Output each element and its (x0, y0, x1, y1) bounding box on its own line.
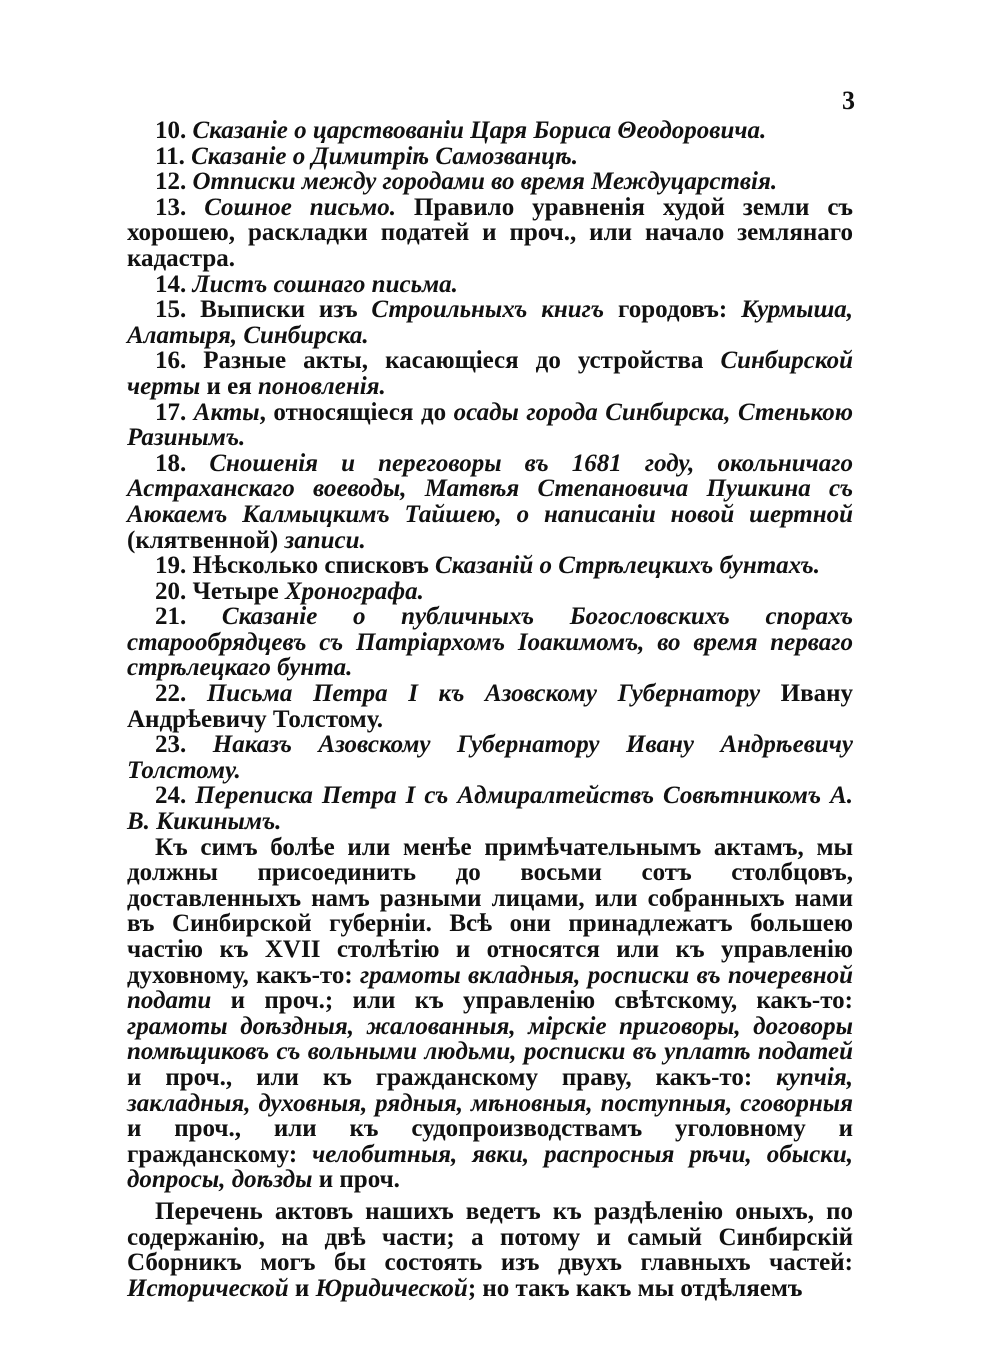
item-text: Акты (193, 398, 260, 426)
item-text: Ивану Андрѣевичу Толстому. (127, 680, 853, 733)
item-number: 17. (155, 398, 187, 426)
list-item (127, 732, 853, 783)
body-paragraphs (127, 835, 853, 1302)
item-number: 22. (155, 680, 187, 708)
item-text: Синбирской черты (127, 347, 853, 400)
item-number: 23. (155, 731, 187, 759)
list-item (127, 195, 853, 272)
item-text: , относящіеся до (259, 398, 454, 426)
item-text: Переписка Петра I съ Адмиралтействъ Совѣтникомъ А. В. Кикинымъ. (127, 782, 853, 836)
item-text: Листъ сошнаго письма. (192, 270, 458, 298)
item-text: записи. (284, 526, 366, 554)
item-number: 21. (155, 603, 187, 631)
item-text: Сказаніе о царствованіи Царя Бориса Θеодоровича. (192, 117, 767, 144)
item-text: Сказаніе о Димитріѣ Самозванцѣ. (191, 142, 578, 170)
item-text: Нѣсколько списковъ (192, 552, 436, 580)
paragraph-text: Къ симъ болѣе или менѣе примѣчательнымъ актамъ, мы должны присоединить до восьми сотъ столбцовъ, доставленныхъ намъ разными лицами, или собранныхъ нами въ Синбирской губерніи. Всѣ они принадлежатъ большею частію къ XVII столѣтію и относятся или къ управленію духовному, какъ-то: (127, 833, 853, 989)
numbered-list (127, 118, 853, 835)
list-item (127, 348, 853, 399)
item-text: Строильныхъ книгъ (371, 296, 605, 324)
item-text: Письма Петра I къ Азовскому Губернатору (206, 680, 761, 708)
item-number: 11. (155, 142, 185, 170)
item-text: Сошное письмо. (204, 193, 396, 221)
list-item (127, 604, 853, 681)
body-paragraph (127, 835, 853, 1193)
list-item (127, 144, 853, 170)
paragraph-text: и (288, 1274, 316, 1302)
list-item (127, 169, 853, 195)
paragraph-text: челобитныя, явки, распросныя рѣчи, обыски, допросы, доѣзды (127, 1140, 854, 1194)
item-number: 12. (155, 168, 187, 196)
paragraph-text: грамоты вкладныя, росписки въ почеревной подати (127, 961, 853, 1015)
item-text: городовъ: (604, 296, 742, 324)
item-text: Правило уравненія худой земли съ хорошею, раскладки податей и проч., или начало землянаго кадастра. (127, 193, 854, 272)
body-paragraph (127, 1199, 853, 1301)
item-text: Сношенія и переговоры въ 1681 году, окольничаго Астраханскаго воеводы, Матвѣя Степановича Пушкина съ Аюкаемъ Калмыцкимъ Тайшею, о написаніи новой шертной (127, 449, 854, 528)
page-text (127, 118, 853, 1301)
list-item (127, 451, 853, 553)
paragraph-text: Юридической (315, 1274, 468, 1302)
item-text: поновленія. (257, 372, 386, 400)
list-item (127, 118, 853, 144)
item-text: и ея (200, 372, 258, 400)
item-text: Выписки изъ (200, 296, 372, 324)
item-text: Четыре (192, 577, 285, 605)
item-number: 20. (155, 577, 187, 605)
paragraph-text: Исторической (127, 1274, 289, 1302)
item-number: 18. (155, 449, 187, 477)
item-text: (клятвенной) (127, 526, 285, 554)
paragraph-text: и проч.; или къ управленію свѣтскому, какъ-то: (211, 987, 853, 1015)
paragraph-text: грамоты доѣздныя, жалованныя, мірскіе приговоры, договоры помѣщиковъ съ вольными людьми, росписки въ уплатѣ податей (127, 1012, 853, 1066)
list-item (127, 783, 853, 834)
list-item (127, 272, 853, 298)
item-text: Хронографа. (285, 577, 424, 605)
item-text: Курмыша, Алатыря, Синбирска. (127, 296, 854, 349)
item-text: Сказаніе о публичныхъ Богословскихъ спорахъ старообрядцевъ съ Патріархомъ Іоакимомъ, во время перваго стрѣлецкаго бунта. (127, 603, 854, 682)
list-item (127, 400, 853, 451)
item-text: Наказъ Азовскому Губернатору Ивану Андрѣевичу Толстому. (127, 731, 853, 784)
item-number: 19. (155, 552, 187, 580)
item-number: 14. (155, 270, 187, 298)
item-number: 15. (155, 296, 187, 324)
item-number: 10. (155, 117, 187, 144)
list-item (127, 681, 853, 732)
paragraph-text: и проч., или къ судопроизводствамъ уголовному и гражданскому: (127, 1115, 853, 1168)
item-text: осады города Синбирска, Стенькою Разинымъ. (127, 398, 854, 452)
item-number: 24. (155, 782, 187, 810)
item-number: 13. (155, 193, 187, 221)
item-text: Отписки между городами во время Междуцарствія. (192, 168, 778, 196)
list-item (127, 553, 853, 579)
page-number: 3 (842, 86, 854, 115)
item-number: 16. (155, 347, 187, 375)
list-item (127, 579, 853, 605)
list-item (127, 297, 853, 348)
item-text: Сказаній о Стрѣлецкихъ бунтахъ. (435, 552, 820, 580)
paragraph-text: ; но такъ какъ мы отдѣляемъ (467, 1274, 803, 1302)
paragraph-text: и проч., или къ гражданскому праву, какъ-то: (127, 1063, 777, 1091)
item-text: Разные акты, касающіеся до устройства (203, 347, 721, 375)
paragraph-text: Перечень актовъ нашихъ ведетъ къ раздѣленію оныхъ, по содержанію, на двѣ части; а потому и самый Синбирскій Сборникъ могъ бы состоять изъ двухъ главныхъ частей: (127, 1197, 853, 1277)
paragraph-text: и проч. (312, 1166, 400, 1194)
paragraph-text: купчія, закладныя, духовныя, рядныя, мѣновныя, поступныя, сговорныя (127, 1063, 853, 1117)
